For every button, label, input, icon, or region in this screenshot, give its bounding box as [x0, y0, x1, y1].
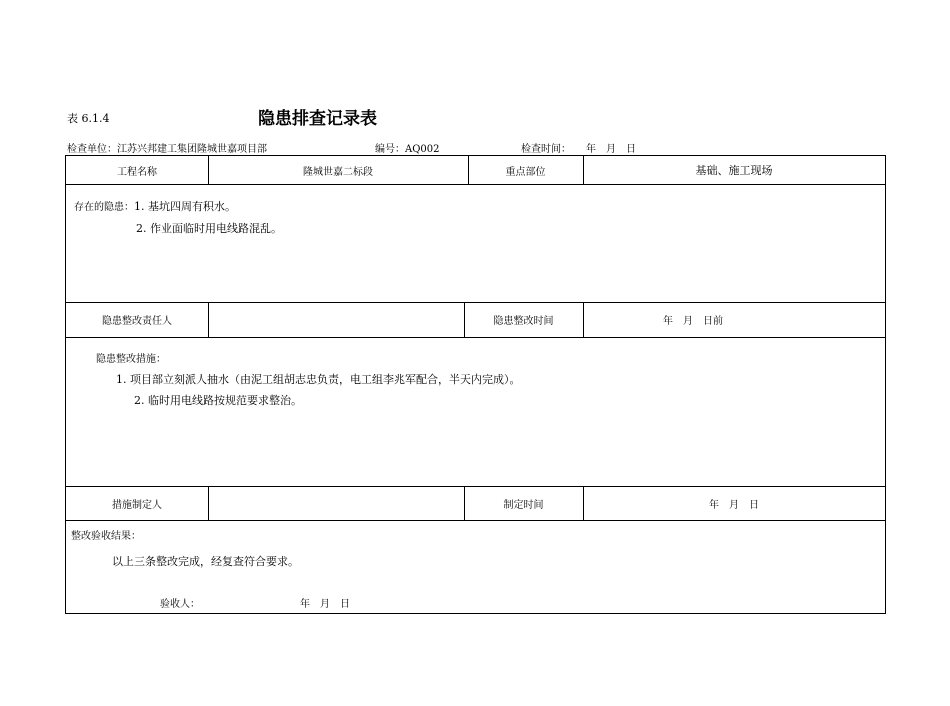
made-time-value: 年 月 日 — [709, 499, 759, 511]
result-text: 以上三条整改完成，经复查符合要求。 — [112, 555, 299, 568]
measure-maker-label: 措施制定人 — [112, 499, 162, 511]
hazard-item: 2. 作业面临时用电线路混乱。 — [136, 222, 282, 235]
made-time-label: 制定时间 — [503, 499, 544, 511]
row-divider — [66, 184, 885, 185]
inspect-unit: 检查单位：江苏兴邦建工集团隆城世嘉项目部 — [67, 144, 267, 155]
hazard-record-table — [65, 155, 886, 614]
key-area-value: 基础、施工现场 — [695, 164, 773, 177]
hazards-label — [74, 198, 236, 214]
row-divider — [66, 337, 885, 338]
result-label: 整改验收结果： — [71, 531, 141, 542]
responsible-label: 隐患整改责任人 — [102, 316, 172, 327]
acceptor-label: 验收人： — [160, 599, 200, 610]
project-name-value: 隆城世嘉二标段 — [303, 166, 373, 178]
deadline-label: 隐患整改时间 — [493, 316, 554, 327]
document-title: 隐患排查记录表 — [258, 109, 377, 129]
hazards-label-text: 存在的隐患： — [74, 202, 134, 213]
table-number: 表 6.1.4 — [67, 112, 110, 125]
inspect-time: 检查时间： 年 月 日 — [521, 144, 636, 155]
responsible-value — [208, 302, 464, 337]
hazard-item: 1. 基坑四周有积水。 — [134, 200, 236, 213]
serial-number: 编号：AQ002 — [375, 144, 440, 155]
measure-maker-value — [208, 486, 464, 520]
project-name-label: 工程名称 — [117, 166, 157, 178]
measures-label: 隐患整改措施： — [96, 354, 166, 365]
acceptor-date: 年 月 日 — [300, 599, 350, 610]
measure-item: 2. 临时用电线路按规范要求整治。 — [134, 394, 302, 407]
deadline-value: 年 月 日前 — [663, 316, 723, 327]
measure-item: 1. 项目部立刻派人抽水（由泥工组胡志忠负责，电工组李兆军配合，半天内完成）。 — [116, 373, 521, 386]
key-area-label: 重点部位 — [505, 166, 546, 178]
row-divider — [66, 520, 885, 521]
